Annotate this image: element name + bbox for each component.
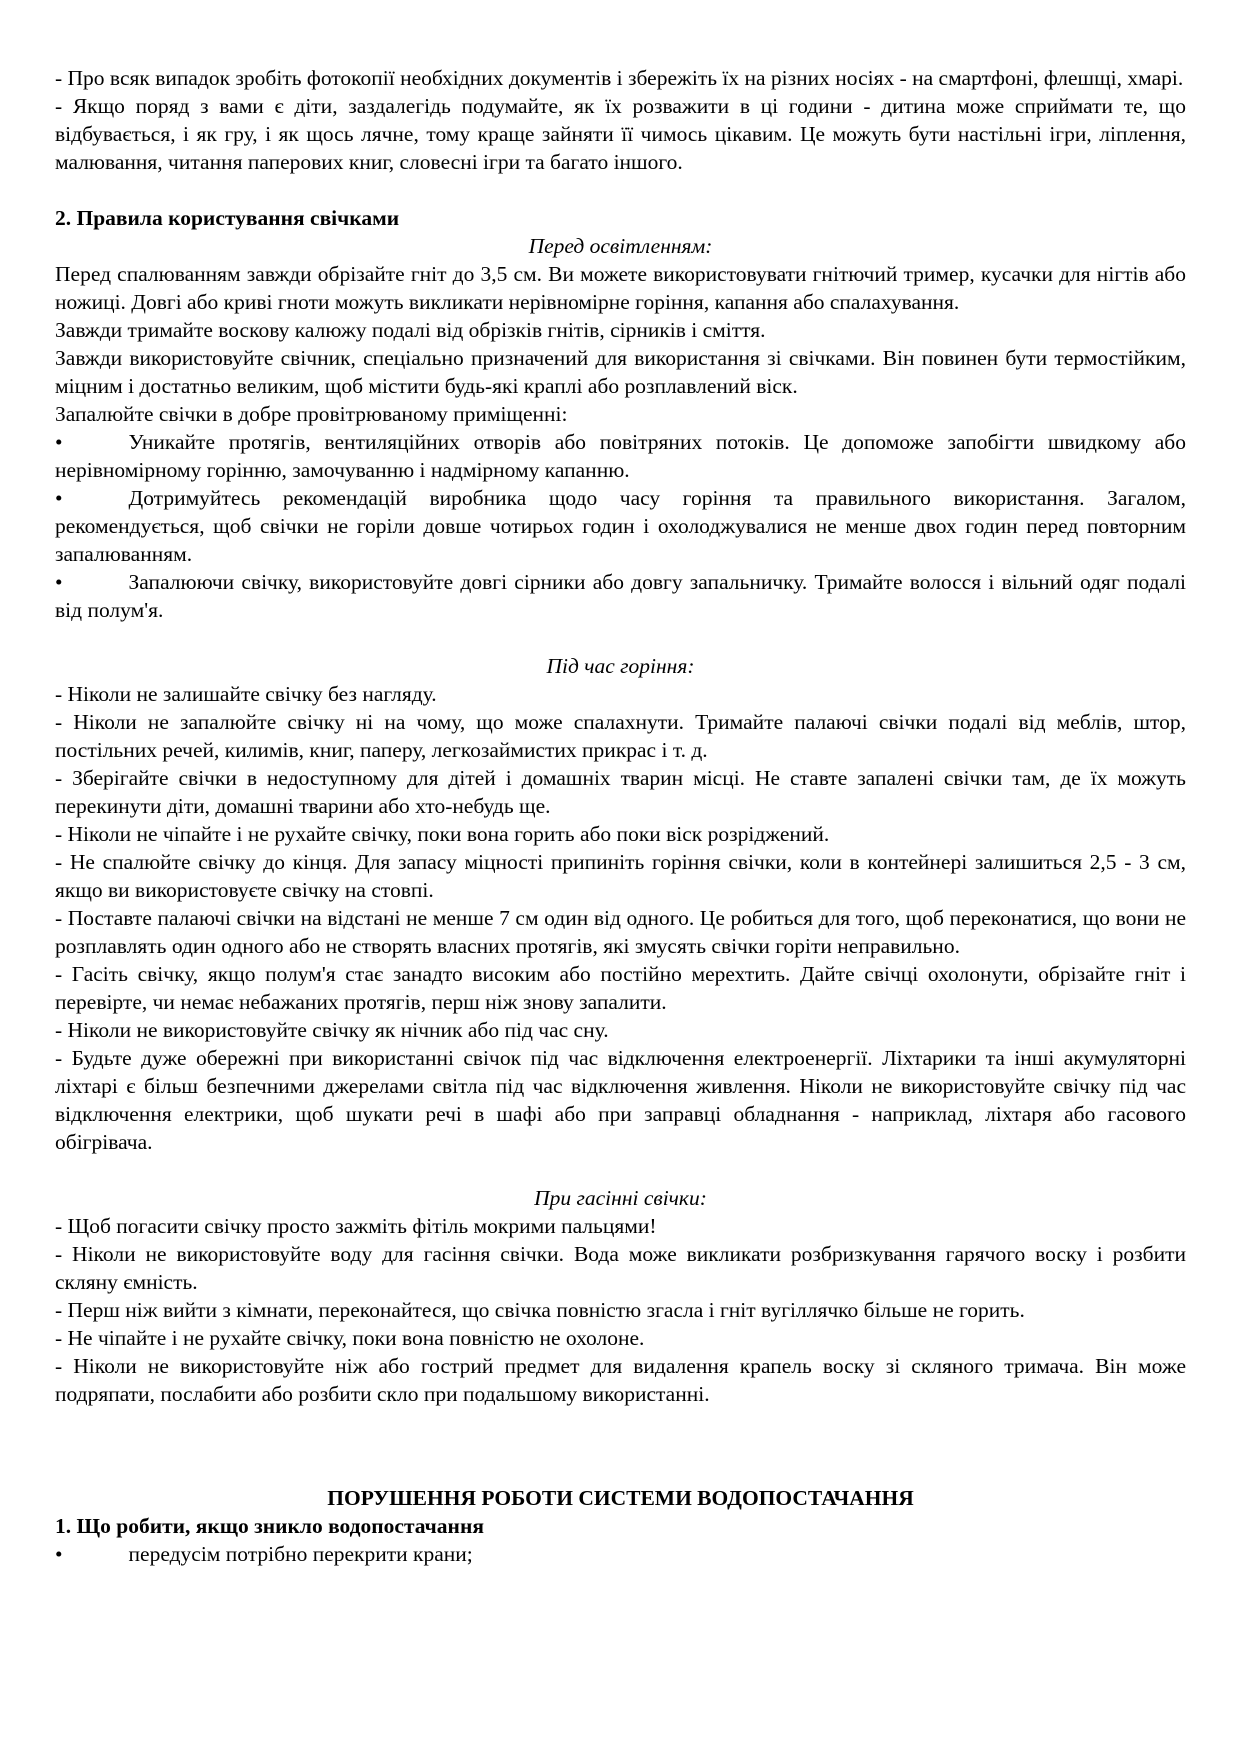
tab-spacer [63, 1560, 129, 1561]
bullet-marker: • [55, 570, 63, 594]
body-paragraph: - Будьте дуже обережні при використанні свічок під час відключення електроенергії. Ліхтарики та інші акумуляторні ліхтарі є більш безпечними джерелами світла під час відключення живлення. Ніколи не використовуйте свічку під час відключення електрики, щоб шукати речі в шафі або при заправці обладнання - наприклад, ліхтаря або гасового обігрівача. [55, 1046, 1186, 1154]
bullet-item [55, 428, 1186, 484]
body-paragraph: Завжди використовуйте свічник, спеціально призначений для використання зі свічками. Він повинен бути термостійким, міцним і достатньо великим, щоб містити будь-які краплі або розплавлений віск. [55, 346, 1186, 398]
tab-spacer [63, 588, 129, 589]
body-paragraph: - Ніколи не чіпайте і не рухайте свічку, поки вона горить або поки віск розріджений. [55, 822, 830, 846]
body-paragraph: - Перш ніж вийти з кімнати, переконайтеся, що свічка повністю згасла і гніт вугіллячко більше не горить. [55, 1298, 1025, 1322]
blank-line [55, 176, 1186, 204]
body-paragraph: - Не спалюйте свічку до кінця. Для запасу міцності припиніть горіння свічки, коли в контейнері залишиться 2,5 - 3 см, якщо ви використовуєте свічку на стовпі. [55, 850, 1186, 902]
tab-spacer [63, 448, 129, 449]
body-paragraph: Запалюйте свічки в добре провітрюваному приміщенні: [55, 402, 568, 426]
body-paragraph: Перед спалюванням завжди обрізайте гніт до 3,5 см. Ви можете використовувати гнітючий тример, кусачки для нігтів або ножиці. Довгі або криві гноти можуть викликати нерівномірне горіння, капання або спалахування. [55, 262, 1186, 314]
general-tip-paragraph: - Про всяк випадок зробіть фотокопії необхідних документів і збережіть їх на різних носіях - на смартфоні, флешщі, хмарі. [55, 66, 1184, 90]
body-paragraph: - Ніколи не використовуйте воду для гасіння свічки. Вода може викликати розбризкування гарячого воску і розбити скляну ємність. [55, 1242, 1186, 1294]
subsection-title-extinguishing: При гасінні свічки: [534, 1186, 707, 1210]
body-paragraph: - Не чіпайте і не рухайте свічку, поки вона повністю не охолоне. [55, 1326, 645, 1350]
bullet-marker: • [55, 1542, 63, 1566]
blank-line [55, 1156, 1186, 1184]
body-paragraph: - Зберігайте свічки в недоступному для дітей і домашніх тварин місці. Не ставте запалені свічки там, де їх можуть перекинути діти, домашні тварини або хто-небудь ще. [55, 766, 1186, 818]
bullet-marker: • [55, 430, 63, 454]
bullet-item [55, 484, 1186, 568]
general-tip-paragraph: - Якщо поряд з вами є діти, заздалегідь подумайте, як їх розважити в ці години - дитина може сприймати те, що відбувається, і як гру, і як щось лячне, тому краще зайняти її чимось цікавим. Це можуть бути настільні ігри, ліплення, малювання, читання паперових книг, словесні ігри та багато іншого. [55, 94, 1186, 174]
tab-spacer [63, 504, 129, 505]
body-paragraph: - Гасіть свічку, якщо полум'я стає занадто високим або постійно мерехтить. Дайте свічці охолонути, обрізайте гніт і перевірте, чи немає небажаних протягів, перш ніж знову запалити. [55, 962, 1186, 1014]
bullet-text: передусім потрібно перекрити крани; [128, 1542, 473, 1566]
bullet-text: Дотримуйтесь рекомендацій виробника щодо часу горіння та правильного використання. Загалом, рекомендується, щоб свічки не горіли довше чотирьох годин і охолоджувалися не менше двох годин перед повторним запалюванням. [55, 486, 1186, 566]
bullet-item [55, 1540, 1186, 1568]
bullet-marker: • [55, 486, 63, 510]
section-heading-candle-rules: 2. Правила користування свічками [55, 206, 400, 230]
blank-line [55, 624, 1186, 652]
body-paragraph: Завжди тримайте воскову калюжу подалі від обрізків гнітів, сірників і сміття. [55, 318, 766, 342]
subsection-heading-water-gone: 1. Що робити, якщо зникло водопостачання [55, 1514, 484, 1538]
body-paragraph: - Поставте палаючі свічки на відстані не менше 7 см один від одного. Це робиться для того, щоб переконатися, що вони не розплавлять один одного або не створять власних протягів, які змусять свічки горіти неправильно. [55, 906, 1186, 958]
body-paragraph: - Ніколи не залишайте свічку без нагляду. [55, 682, 437, 706]
bullet-text: Уникайте протягів, вентиляційних отворів або повітряних потоків. Це допоможе запобігти швидкому або нерівномірному горінню, замочуванню і надмірному капанню. [55, 430, 1186, 482]
subsection-title-before-lighting: Перед освітленням: [528, 234, 713, 258]
section-heading-water-supply: ПОРУШЕННЯ РОБОТИ СИСТЕМИ ВОДОПОСТАЧАННЯ [327, 1486, 914, 1510]
subsection-title-during-burning: Під час горіння: [546, 654, 695, 678]
body-paragraph: - Ніколи не використовуйте ніж або гострий предмет для видалення крапель воску зі скляного тримача. Він може подряпати, послабити або розбити скло при подальшому використанні. [55, 1354, 1186, 1406]
bullet-text: Запалюючи свічку, використовуйте довгі сірники або довгу запальничку. Тримайте волосся і вільний одяг подалі від полум'я. [55, 570, 1186, 622]
bullet-item [55, 568, 1186, 624]
blank-lines [55, 1408, 1186, 1484]
body-paragraph: - Щоб погасити свічку просто зажміть фітіль мокрими пальцями! [55, 1214, 657, 1238]
body-paragraph: - Ніколи не використовуйте свічку як нічник або під час сну. [55, 1018, 609, 1042]
body-paragraph: - Ніколи не запалюйте свічку ні на чому, що може спалахнути. Тримайте палаючі свічки подалі від меблів, штор, постільних речей, килимів, книг, паперу, легкозаймистих прикрас і т. д. [55, 710, 1186, 762]
